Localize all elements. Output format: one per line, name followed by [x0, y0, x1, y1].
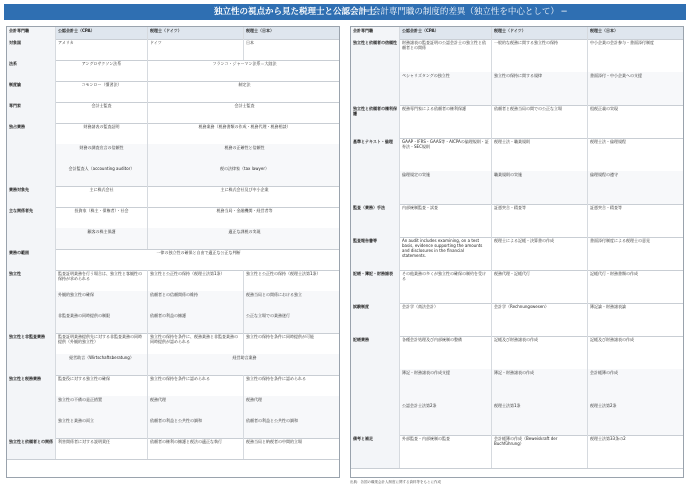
table-row: [351, 105, 683, 139]
table-cell: 税理士法・職業規則: [491, 138, 587, 171]
table-cell: 税務代理: [243, 396, 340, 417]
table-cell: 依頼者の利益の擁護: [147, 312, 243, 333]
table-row: [351, 270, 683, 304]
table-cell: 主に株式会社及び中小企業: [147, 186, 340, 207]
table-cell: 独立性の保持を条件に認められる: [243, 375, 340, 396]
table-row: [351, 237, 683, 271]
table-row: [7, 165, 339, 187]
table-cell: 投資家（株主・債権者）・社会: [55, 207, 147, 228]
table-cell: 経営助言業務: [147, 354, 340, 375]
table-cell: 顧客の株主保護: [55, 228, 147, 249]
row-label: [7, 417, 55, 438]
table-cell: 会計学（Rechnungswesen）: [491, 303, 587, 336]
table-row: [7, 270, 339, 292]
table-row: [351, 171, 683, 205]
row-label: 備考と補足: [351, 435, 399, 468]
table-row: [7, 207, 339, 229]
table-cell: 税務当局との関係における独立: [243, 291, 340, 312]
table-cell: 依頼者と税務当局の間での公正な立場: [491, 105, 587, 138]
row-label: 専門家: [7, 102, 55, 123]
table-cell: 財務の調査宣言の信頼性: [55, 144, 147, 165]
table-cell: 税理士法第2条: [587, 402, 684, 435]
table-cell: 記帳及び財務諸表の作成: [491, 336, 587, 369]
row-label: [351, 72, 399, 105]
table-cell: 独立性の不備の是正措置: [55, 396, 147, 417]
row-label: 独立性と税務業務: [7, 375, 55, 396]
table-cell: 公認会計士法第2条: [399, 402, 491, 435]
table-row: [351, 369, 683, 403]
row-label: 記帳業務: [351, 336, 399, 369]
table-cell: 独立性の保持を条件に同時提供が可能: [243, 333, 340, 354]
page-subtitle: ─ 会計専門職の制度的差異（独立性を中心として） ─: [364, 7, 567, 17]
page-title: 独立性の視点から見た税理士と公認会計士: [214, 7, 376, 17]
column-header: 税理士（ドイツ）: [147, 27, 243, 39]
table-row: [351, 435, 683, 469]
table-cell: フランコ・ジャーマン法系＝大陸法: [147, 60, 340, 81]
table-cell: 日本: [243, 39, 340, 60]
table-cell: 監査証明業務提供先に対する非監査業務の同時提供（外観的独立性）: [55, 333, 147, 354]
table-cell: 依頼者の利益と公共性の調和: [243, 417, 340, 438]
table-cell: 内部統制監査・試査: [399, 204, 491, 237]
table-row: [7, 102, 339, 124]
row-label: 独立性: [7, 270, 55, 291]
table-row: [7, 291, 339, 313]
table-cell: 独立性の保持を条件に、税務業務と非監査業務の同時提供が認められる: [147, 333, 243, 354]
table-cell: 一律の独立性の確保と自由で適正な公正な判断: [55, 249, 340, 270]
table-cell: 制定法: [147, 81, 340, 102]
table-cell: 税の法律家（tax lawyer）: [147, 165, 340, 186]
table-row: [7, 354, 339, 376]
table-cell: 適正な課税の実現: [147, 228, 340, 249]
table-cell: 非監査業務の同時提供の制限: [55, 312, 147, 333]
table-cell: GAAP・IFRS・GAAS等・AICPAの倫理規則・証券法・SEC規則: [399, 138, 491, 171]
table-cell: 会計帳簿の作成: [587, 369, 684, 402]
table-row: [7, 312, 339, 334]
row-label: 監査報告書等: [351, 237, 399, 270]
table-cell: 記帳代行・財務書類の作成: [587, 270, 684, 303]
right-comparison-table: [350, 26, 684, 478]
table-cell: 会計士監査: [55, 102, 147, 123]
table-cell: 公正な立場での業務遂行: [243, 312, 340, 333]
row-label: 主な関係者先: [7, 207, 55, 228]
table-cell: 監査役に対する独立性の確保: [55, 375, 147, 396]
row-label: 独立性と依頼者の権利保護: [351, 105, 399, 138]
row-label: 独占業務: [7, 123, 55, 144]
table-cell: 監査証明業務を行う場合は、独立性と客観性の保持が求められる: [55, 270, 147, 291]
table-row: [7, 39, 339, 61]
table-cell: 倫理規定の実施: [399, 171, 491, 204]
table-cell: 書面添付・中小企業への支援: [587, 72, 684, 105]
table-row: [7, 60, 339, 82]
table-row: [7, 123, 339, 145]
row-label: 制度論: [7, 81, 55, 102]
table-cell: 会計帳簿の作成（Beweiskraft der Buchführung）: [491, 435, 587, 468]
table-row: [7, 144, 339, 166]
table-cell: 簿記・財務諸表の作成支援: [399, 369, 491, 402]
table-cell: 依頼者の利益と公共性の調和: [147, 417, 243, 438]
row-label: [351, 171, 399, 204]
row-label: [7, 165, 55, 186]
row-label: [7, 354, 55, 375]
table-cell: 税務当局・金融機関・経営者等: [147, 207, 340, 228]
table-row: [7, 417, 339, 439]
row-label: [351, 402, 399, 435]
table-cell: 主に株式会社: [55, 186, 147, 207]
table-cell: 依頼者との信頼関係の維持: [147, 291, 243, 312]
footnote: 出典：各国の職業会計人制度に関する資料等をもとに作成: [350, 480, 441, 484]
table-cell: 税理士法第1条: [491, 402, 587, 435]
table-cell: 独立性と公正性の保持（税理士法第1条）: [147, 270, 243, 291]
table-cell: 会計学（商法会計）: [399, 303, 491, 336]
table-row: [351, 138, 683, 172]
table-cell: 簿記・財務諸表の作成: [491, 369, 587, 402]
table-cell: 税理士法第33条の2: [587, 435, 684, 468]
table-cell: 外観的独立性の確保: [55, 291, 147, 312]
column-header: 会計専門職: [7, 27, 55, 39]
table-row: [351, 72, 683, 106]
table-row: [7, 228, 339, 250]
row-label: 業務の範囲: [7, 249, 55, 270]
table-cell: 記帳及び財務諸表の作成: [587, 336, 684, 369]
table-cell: 外部監査・内部統制の監査: [399, 435, 491, 468]
table-row: [7, 333, 339, 355]
row-label: 基準とテキスト・倫理: [351, 138, 399, 171]
table-cell: 一般的な税務に関する独立性の保持: [491, 39, 587, 72]
row-label: 業務対象先: [7, 186, 55, 207]
column-header: 税理士（日本）: [243, 27, 340, 39]
column-header: 会計専門職: [351, 27, 399, 39]
table-cell: 簿記論・財務諸表論: [587, 303, 684, 336]
row-label: [7, 291, 55, 312]
table-row: [351, 336, 683, 370]
row-label: 対象国: [7, 39, 55, 60]
table-cell: 税理士法・倫理規程: [587, 138, 684, 171]
row-label: 記帳・簿記・財務諸表: [351, 270, 399, 303]
row-label: 独立性と依頼者の信頼性: [351, 39, 399, 72]
left-comparison-table: [6, 26, 340, 478]
table-cell: コモンロー（慣習法）: [55, 81, 147, 102]
table-cell: 中小企業の会計参与・書面添付制度: [587, 39, 684, 72]
table-cell: 会計監査人（accounting auditor）: [55, 165, 147, 186]
title-banner: [4, 4, 686, 20]
row-label: 独立性と依頼者との関係: [7, 438, 55, 459]
table-row: [351, 402, 683, 436]
table-cell: ぺシャリズタングの独立性: [399, 72, 491, 105]
row-label: 監査（業務）手法: [351, 204, 399, 237]
row-label: [351, 369, 399, 402]
table-cell: 財務諸表の監査証明: [55, 123, 147, 144]
table-row: [7, 249, 339, 271]
column-header: 税理士（日本）: [587, 27, 684, 39]
table-cell: 会計士監査: [147, 102, 340, 123]
table-cell: 利害関係者に対する説明責任: [55, 438, 147, 459]
table-cell: 税務専門家による依頼者の権利保護: [399, 105, 491, 138]
table-cell: アングロサクソン法系: [55, 60, 147, 81]
table-cell: 税務代理・記帳代行: [491, 270, 587, 303]
row-label: [7, 396, 55, 417]
table-cell: 依頼者の権利の擁護と税法の適正な執行: [147, 438, 243, 459]
table-cell: 職業規則の実施: [491, 171, 587, 204]
table-cell: 独立性と公正性の保持（税理士法第1条）: [243, 270, 340, 291]
column-header: 税理士（ドイツ）: [491, 27, 587, 39]
table-cell: 証憑突合・精査等: [587, 204, 684, 237]
table-row: [351, 204, 683, 238]
table-cell: 経営助言（Wirtschaftsberatung）: [55, 354, 147, 375]
row-label: [7, 312, 55, 333]
table-cell: 独立性の保持を条件に認められる: [147, 375, 243, 396]
row-label: 独立性と非監査業務: [7, 333, 55, 354]
table-cell: ドイツ: [147, 39, 243, 60]
table-cell: 税務代理: [147, 396, 243, 417]
table-row: [351, 39, 683, 73]
table-row: [7, 375, 339, 397]
table-cell: 財務諸表の監査証明の公認会計士の独立性と依頼者との関係: [399, 39, 491, 72]
table-row: [7, 438, 339, 460]
table-cell: 税務当局と納税者の中間的立場: [243, 438, 340, 459]
table-cell: 証憑突合・精査等: [491, 204, 587, 237]
column-header: 公認会計士（CPA）: [55, 27, 147, 39]
table-cell: 租税正義の実現: [587, 105, 684, 138]
table-cell: An audit includes examining, on a test basis, evidence supporting the amounts and disclosures in the financial statements.: [399, 237, 491, 270]
table-cell: 倫理規程の遵守: [587, 171, 684, 204]
row-label: [7, 144, 55, 165]
table-cell: 書面添付制度による税理士の意見: [587, 237, 684, 270]
table-cell: 各種会計処理及び内部統制の整備: [399, 336, 491, 369]
column-header: 公認会計士（CPA）: [399, 27, 491, 39]
table-cell: 税務業務（税務書類の作成・税務代理・税務相談）: [147, 123, 340, 144]
table-cell: 独立性と業務の両立: [55, 417, 147, 438]
row-label: 試験制度: [351, 303, 399, 336]
table-cell: アメリカ: [55, 39, 147, 60]
table-row: [7, 81, 339, 103]
table-row: [7, 396, 339, 418]
table-cell: その他業務の多くが独立性の確保の制約を受ける: [399, 270, 491, 303]
table-row: [351, 303, 683, 337]
table-cell: 独立性の保持に関する規律: [491, 72, 587, 105]
row-label: [7, 228, 55, 249]
table-row: [7, 186, 339, 208]
row-label: 法系: [7, 60, 55, 81]
table-cell: 税理士による記帳・決算書の作成: [491, 237, 587, 270]
table-cell: 税務の正確性と信頼性: [147, 144, 340, 165]
